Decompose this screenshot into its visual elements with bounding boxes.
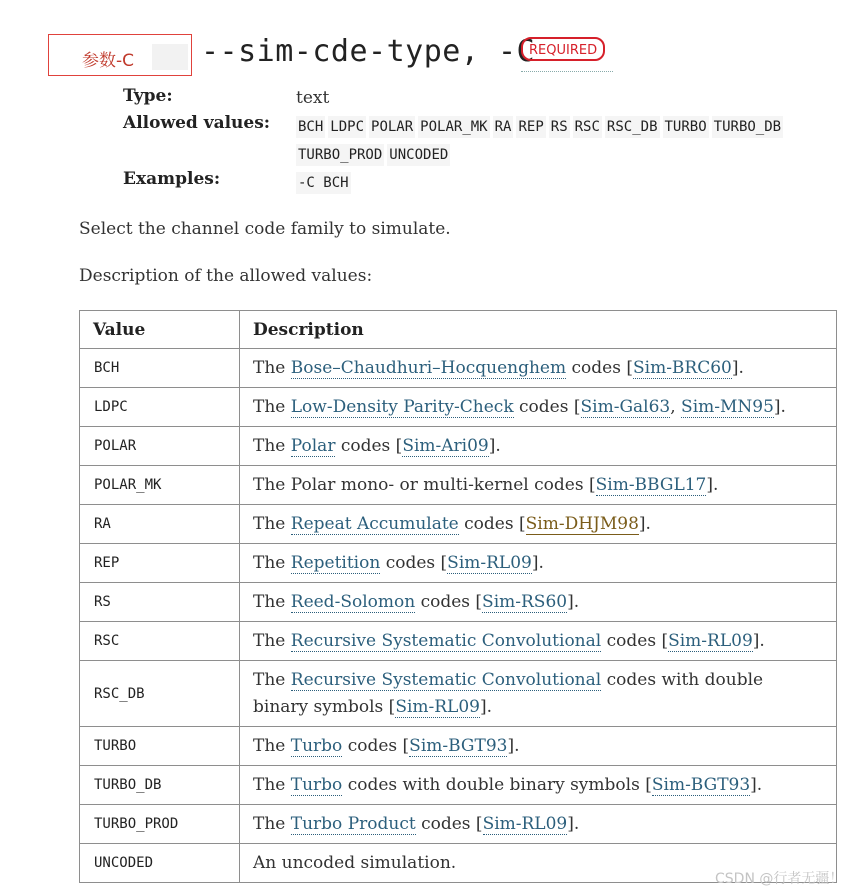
description-cell: [240, 466, 837, 505]
allowed-value-code: POLAR_MK: [418, 116, 489, 138]
allowed-value-code: TURBO_DB: [712, 116, 783, 138]
table-row: [80, 388, 837, 427]
description-text: ].: [479, 696, 493, 717]
annotation-blur: [152, 44, 188, 70]
description-text: The: [253, 813, 291, 834]
allowed-value-code: RSC: [573, 116, 602, 138]
table-row: [80, 349, 837, 388]
description-text: codes with double binary symbols [: [253, 669, 764, 717]
allowed-values-list: [296, 116, 783, 138]
description-text: The: [253, 774, 291, 795]
examples-label: Examples:: [123, 169, 221, 189]
description-cell: [240, 349, 837, 388]
value-cell: TURBO_PROD: [80, 805, 240, 844]
description-text: ].: [731, 357, 744, 378]
value-cell: RSC: [80, 622, 240, 661]
annotation-label: 参数-C: [82, 51, 135, 71]
reference-link[interactable]: Sim-RL09: [395, 696, 480, 717]
reference-link[interactable]: Sim-RL09: [447, 552, 532, 573]
description-text: ].: [567, 813, 580, 834]
table-row: [80, 727, 837, 766]
value-cell: POLAR: [80, 427, 240, 466]
description-text: ].: [750, 774, 763, 795]
description-text: The: [253, 357, 291, 378]
table-row: [80, 622, 837, 661]
reference-link[interactable]: Sim-BBGL17: [595, 474, 707, 495]
type-label: Type:: [123, 86, 173, 106]
description-text: codes with double binary symbols [: [342, 774, 652, 795]
description-text: codes [: [513, 396, 581, 417]
description-text: ].: [507, 735, 520, 756]
description-intro: Description of the allowed values:: [79, 266, 373, 286]
reference-link[interactable]: Turbo: [290, 774, 343, 795]
description-cell: [240, 583, 837, 622]
allowed-value-code: REP: [516, 116, 545, 138]
required-badge: REQUIRED: [521, 37, 605, 61]
value-cell: TURBO_DB: [80, 766, 240, 805]
value-cell: REP: [80, 544, 240, 583]
allowed-value-code: TURBO_PROD: [296, 144, 384, 166]
description-text: The: [253, 591, 291, 612]
option-heading: --sim-cde-type, -C: [201, 34, 536, 69]
allowed-value-code: TURBO: [663, 116, 709, 138]
allowed-value-code: RSC_DB: [605, 116, 660, 138]
reference-link[interactable]: Turbo Product: [290, 813, 416, 834]
description-cell: [240, 388, 837, 427]
reference-link[interactable]: Turbo: [290, 735, 343, 756]
description-text: ].: [752, 630, 765, 651]
description-text: codes [: [458, 513, 526, 534]
description-text: ].: [706, 474, 719, 495]
description-cell: [240, 805, 837, 844]
reference-link[interactable]: Sim-MN95: [681, 396, 774, 417]
table-row: [80, 505, 837, 544]
description-text: The: [253, 435, 291, 456]
reference-link[interactable]: Sim-BGT93: [651, 774, 751, 795]
table-row: [80, 583, 837, 622]
reference-link[interactable]: Repetition: [290, 552, 381, 573]
reference-link[interactable]: Polar: [290, 435, 336, 456]
description-cell: [240, 727, 837, 766]
allowed-value-code: RS: [549, 116, 570, 138]
description-cell: [240, 544, 837, 583]
value-cell: RSC_DB: [80, 661, 240, 727]
table-row: [80, 661, 837, 727]
table-row: [80, 427, 837, 466]
reference-link[interactable]: Reed-Solomon: [290, 591, 416, 612]
table-row: [80, 805, 837, 844]
description-cell: [240, 661, 837, 727]
description-text: The Polar mono- or multi-kernel codes [: [253, 474, 596, 495]
badge-underline: [521, 71, 613, 72]
allowed-value-code: BCH: [296, 116, 325, 138]
reference-link[interactable]: Bose–Chaudhuri–Hocquenghem: [290, 357, 567, 378]
table-body: [80, 349, 837, 883]
description-text: codes [: [380, 552, 448, 573]
reference-link[interactable]: Sim-RS60: [482, 591, 568, 612]
description-text: The: [253, 630, 291, 651]
header-description: Description: [240, 311, 837, 349]
description-text: The: [253, 396, 291, 417]
description-cell: [240, 505, 837, 544]
reference-link[interactable]: Sim-BRC60: [632, 357, 732, 378]
reference-link[interactable]: Sim-RL09: [482, 813, 568, 834]
reference-link[interactable]: Sim-Gal63: [580, 396, 671, 417]
reference-link[interactable]: Sim-RL09: [668, 630, 753, 651]
allowed-value-code: UNCODED: [387, 144, 450, 166]
description-text: codes [: [601, 630, 669, 651]
allowed-values-table: [79, 310, 837, 883]
reference-link[interactable]: Repeat Accumulate: [290, 513, 459, 534]
description-text: ].: [488, 435, 501, 456]
description-text: codes [: [566, 357, 633, 378]
value-cell: BCH: [80, 349, 240, 388]
allowed-values-label: Allowed values:: [123, 113, 271, 133]
table-row: [80, 466, 837, 505]
description-text: codes [: [342, 735, 410, 756]
description-text: An uncoded simulation.: [253, 852, 457, 873]
description-text: ].: [567, 591, 580, 612]
value-cell: LDPC: [80, 388, 240, 427]
allowed-value-code: POLAR: [369, 116, 415, 138]
watermark: CSDN @行者无疆！: [715, 871, 844, 887]
table-row: [80, 544, 837, 583]
description-text: ].: [638, 513, 651, 534]
reference-link[interactable]: Low-Density Parity-Check: [290, 396, 514, 417]
description-text: The: [253, 669, 291, 690]
example-list: [296, 172, 351, 194]
description-text: ,: [670, 396, 682, 417]
description-text: ].: [773, 396, 786, 417]
reference-link[interactable]: Sim-DHJM98: [525, 513, 639, 534]
description-text: codes [: [415, 591, 483, 612]
description-cell: [240, 622, 837, 661]
allowed-value-code: RA: [493, 116, 514, 138]
description-cell: [240, 766, 837, 805]
description-text: The: [253, 513, 291, 534]
reference-link[interactable]: Sim-Ari09: [402, 435, 489, 456]
type-value: text: [296, 88, 330, 108]
table-header-row: [80, 311, 837, 349]
value-cell: RA: [80, 505, 240, 544]
description-text: The: [253, 735, 291, 756]
description-text: ].: [531, 552, 544, 573]
description-text: codes [: [415, 813, 483, 834]
reference-link[interactable]: Recursive Systematic Convolutional: [290, 669, 602, 690]
allowed-value-code: LDPC: [328, 116, 366, 138]
reference-link[interactable]: Recursive Systematic Convolutional: [290, 630, 602, 651]
description-text: codes [: [335, 435, 403, 456]
value-cell: TURBO: [80, 727, 240, 766]
allowed-values-list-cont: [296, 144, 450, 166]
value-cell: RS: [80, 583, 240, 622]
intro-paragraph: Select the channel code family to simulate.: [79, 219, 451, 239]
value-cell: UNCODED: [80, 844, 240, 883]
reference-link[interactable]: Sim-BGT93: [409, 735, 508, 756]
header-value: Value: [80, 311, 240, 349]
table-row: [80, 766, 837, 805]
value-cell: POLAR_MK: [80, 466, 240, 505]
description-text: The: [253, 552, 291, 573]
description-cell: [240, 427, 837, 466]
example-code: -C BCH: [296, 172, 351, 194]
